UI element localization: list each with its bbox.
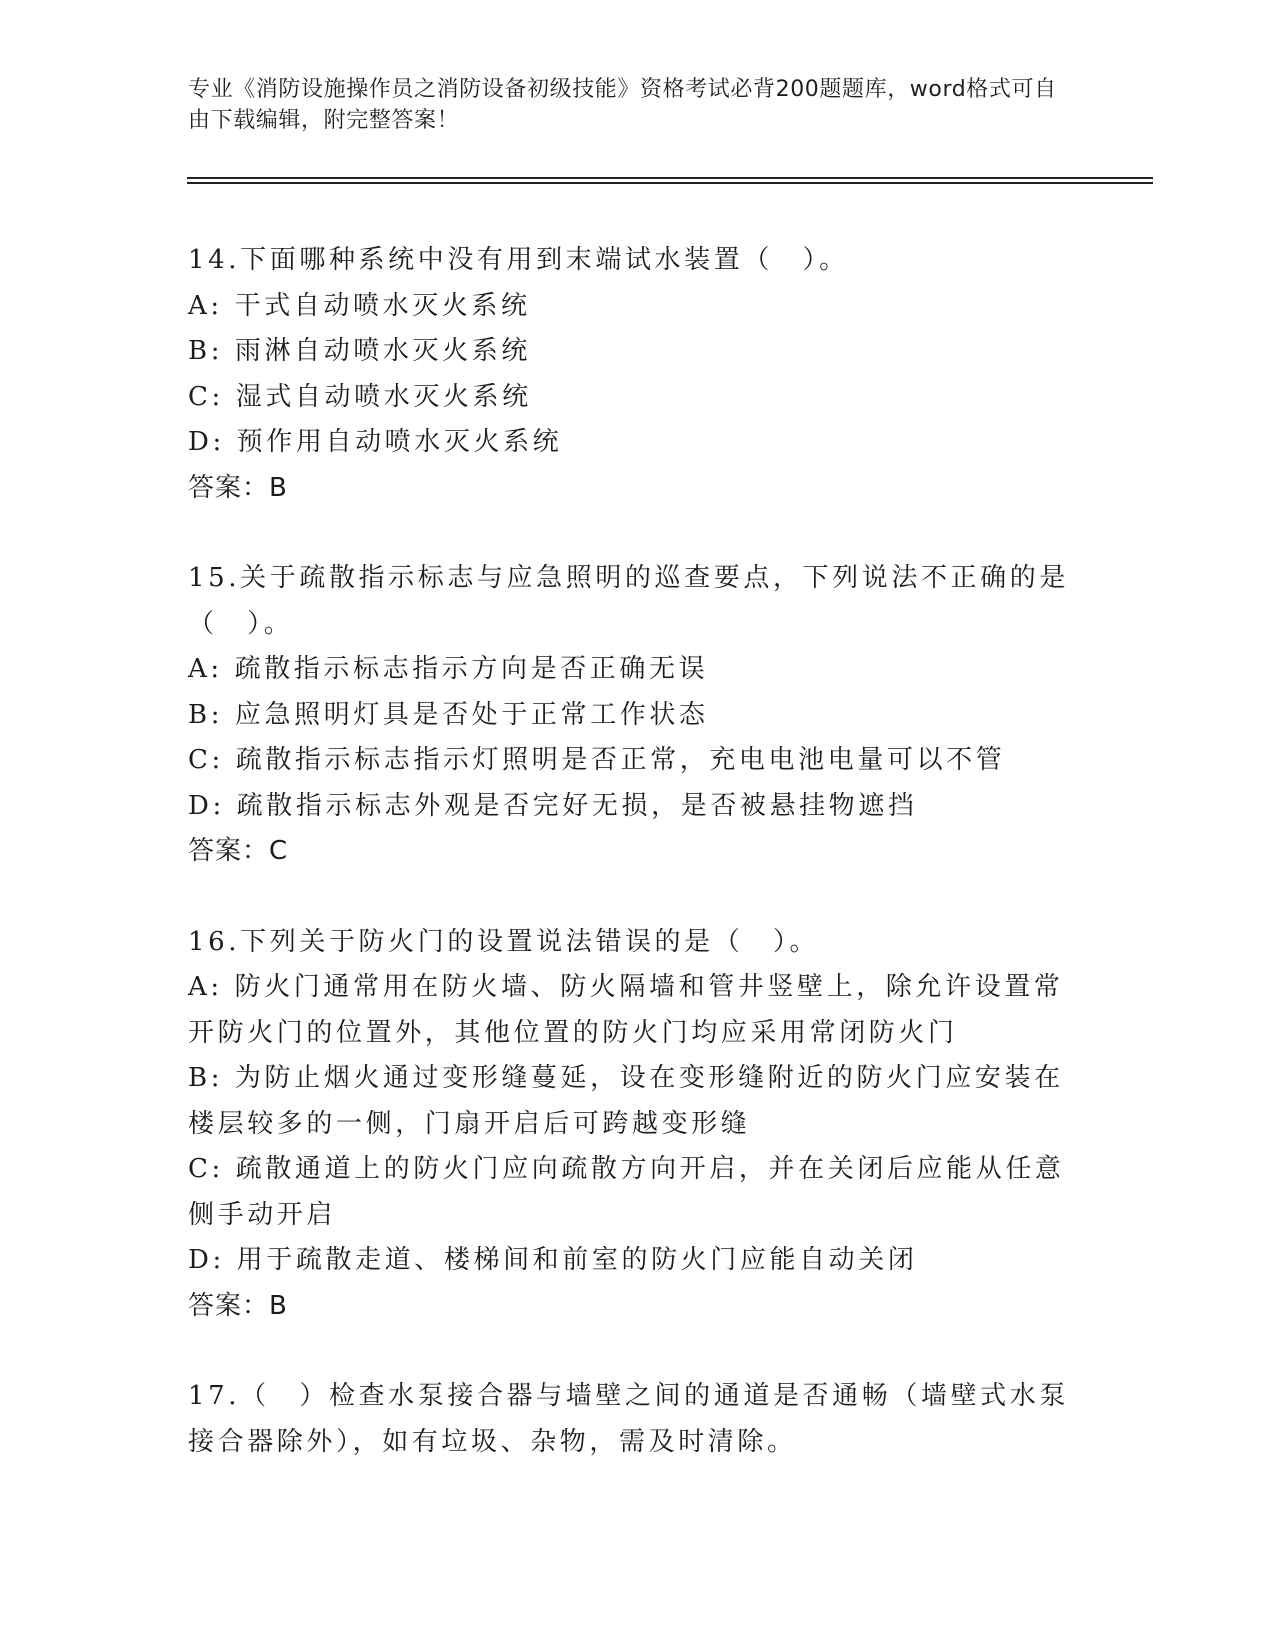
question-16: [188, 920, 1088, 1330]
question-17: [188, 1374, 1088, 1465]
option-d: D: 疏散指示标志外观是否完好无损，是否被悬挂物遮挡: [188, 790, 918, 821]
option-d: D: 用于疏散走道、楼梯间和前室的防火门应能自动关闭: [188, 1245, 918, 1275]
answer: 答案：B: [188, 1290, 288, 1321]
question-list: [188, 238, 1088, 1510]
option-b: B: 应急照明灯具是否处于正常工作状态: [188, 699, 709, 730]
option-a: A: 防火门通常用在防火墙、防火隔墙和管井竖壁上，除允许设置常开防火门的位置外，其他位置的防火门均应采用常闭防火门: [188, 972, 1064, 1048]
option-d: D: 预作用自动喷水灭火系统: [188, 427, 563, 457]
option-a: A: 干式自动喷水灭火系统: [188, 290, 531, 321]
option-a: A: 疏散指示标志指示方向是否正确无误: [188, 654, 709, 684]
question-15: [188, 556, 1088, 875]
header-divider-bottom: [187, 182, 1153, 184]
answer: 答案：B: [188, 472, 288, 503]
option-c: C: 疏散通道上的防火门应向疏散方向开启，并在关闭后应能从任意侧手动开启: [188, 1154, 1065, 1230]
option-b: B: 为防止烟火通过变形缝蔓延，设在变形缝附近的防火门应安装在楼层较多的一侧，门扇开启后可跨越变形缝: [188, 1063, 1064, 1139]
question-stem: 16.下列关于防火门的设置说法错误的是（ ）。: [188, 926, 820, 957]
question-stem: 14.下面哪种系统中没有用到末端试水装置（ ）。: [188, 245, 849, 275]
document-header: 专业《消防设施操作员之消防设备初级技能》资格考试必背200题题库，word格式可自由下载编辑，附完整答案！: [188, 77, 1057, 133]
header-divider-top: [187, 177, 1153, 179]
question-stem: 15.关于疏散指示标志与应急照明的巡查要点，下列说法不正确的是（ ）。: [188, 563, 1069, 639]
option-b: B: 雨淋自动喷水灭火系统: [188, 336, 531, 366]
answer: 答案：C: [188, 836, 289, 866]
question-stem: 17.（ ）检查水泵接合器与墙壁之间的通道是否通畅（墙壁式水泵接合器除外），如有垃圾、杂物，需及时清除。: [188, 1381, 1069, 1457]
question-14: [188, 238, 1088, 511]
option-c: C: 湿式自动喷水灭火系统: [188, 381, 532, 412]
option-c: C: 疏散指示标志指示灯照明是否正常，充电电池电量可以不管: [188, 745, 1006, 775]
